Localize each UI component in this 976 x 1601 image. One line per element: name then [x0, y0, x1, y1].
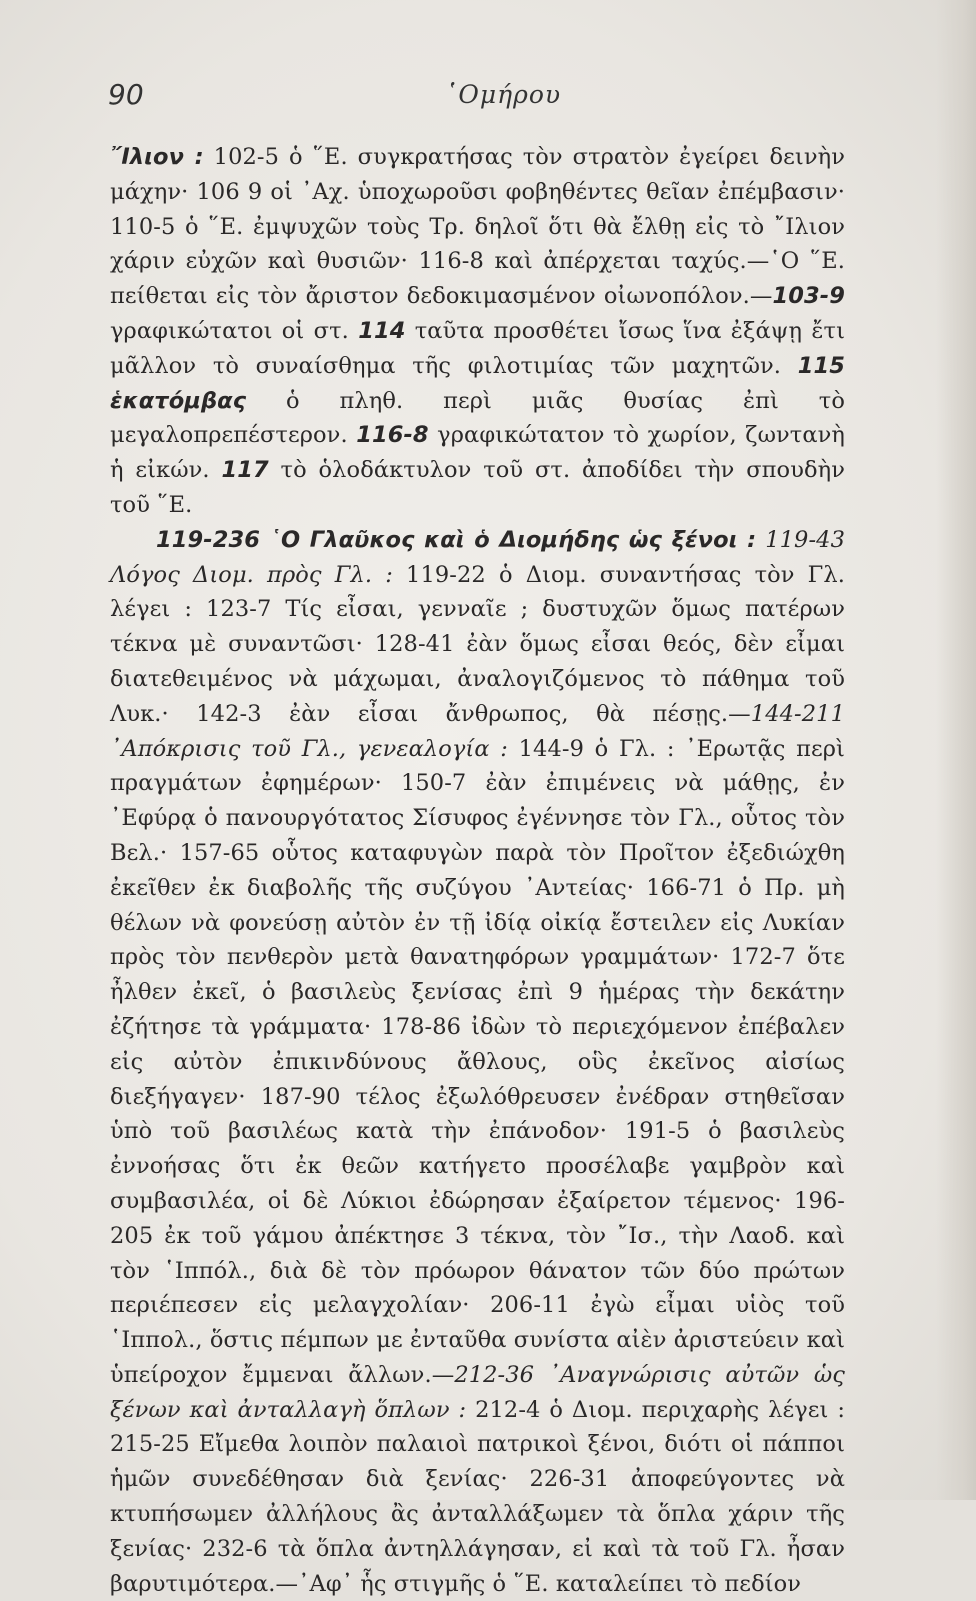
text-run: 144-9 ὁ Γλ. : ᾿Ερωτᾷς περὶ πραγμάτων ἐφημέρων· 150-7 ἐὰν ἐπιμένεις νὰ μάθῃς, ἐν ᾿Εφύρᾳ ὁ πανουργότατος Σίσυφος ἐγέννησε τὸν Γλ., οὗτος τὸν Βελ.· 157-65 οὗτος καταφυγὼν παρὰ τὸν Προῖτον ἐξεδιώχθη ἐκεῖθεν ἐκ διαβολῆς τῆς συζύγου ᾿Αντείας· 166-71 ὁ Πρ. μὴ θέλων νὰ φονεύσῃ αὐτὸν ἐν τῇ ἰδίᾳ οἰκίᾳ ἔστειλεν εἰς Λυκίαν πρὸς τὸν πενθερὸν μετὰ θανατηφόρων γραμμάτων· 172-7 ὅτε ἦλθεν ἐκεῖ, ὁ βασιλεὺς ξενίσας ἐπὶ 9 ἡμέρας τὴν δεκάτην ἐζήτησε τὰ γράμματα· 178-86 ἰδὼν τὸ περιεχόμενον ἐπέβαλεν εἰς αὐτὸν ἐπικινδύνους ἄθλους, οὓς ἐκεῖνος αἰσίως διεξήγαγεν· 187-90 τέλος ἐξωλόθρευσεν ἐνέδραν στηθεῖσαν ὑπὸ τοῦ βασιλέως κατὰ τὴν ἐπάνοδον· 191-5 ὁ βασιλεὺς ἐννοήσας ὅτι ἐκ θεῶν κατήγετο προσέλαβε γαμβρὸν καὶ συμβασιλέα, οἱ δὲ Λύκιοι ἐδώρησαν ἐξαίρετον τέμενος· 196-205 ἐκ τοῦ γάμου ἀπέκτησε 3 τέκνα, τὸν ῎Ισ., τὴν Λαοδ. καὶ τὸν ῾Ιππόλ., διὰ δὲ τὸν πρόωρον θάνατον τῶν δύο πρώτων περιέπεσεν εἰς μελαγχολίαν· 206-11 ἐγὼ εἶμαι υἱὸς τοῦ ῾Ιππολ., ὅστις πέμπων με ἐνταῦθα συνίστα αἰὲν ἀριστεύειν καὶ ὑπείροχον ἔμμεναι ἄλλων.— — [110, 735, 845, 1388]
text-run: 212-4 ὁ Διομ. περιχαρὴς λέγει : 215-25 Εἴμεθα λοιπὸν παλαιοὶ πατρικοὶ ξένοι, διότι οἱ πάπποι ἡμῶν συνεδέθησαν διὰ ξενίας· 226-31 ἀποφεύγοντες νὰ κτυπήσωμεν ἀλλήλους ἂς ἀνταλλάξωμεν τὰ ὅπλα χάριν τῆς ξενίας· 232-6 τὰ ὅπλα ἀντηλλάγησαν, εἰ καὶ τὰ τοῦ Γλ. ἦσαν βαρυτιμότερα.—᾿Αφ᾿ ἧς στιγμῆς ὁ ῞Ε. καταλείπει τὸ πεδίον — [110, 1396, 846, 1597]
page-header — [0, 72, 976, 112]
line-reference: 114 — [358, 317, 406, 344]
commentary-paragraph-1 — [110, 140, 845, 523]
page-number: 90 — [108, 78, 144, 111]
text-run: γραφικώτατοι οἱ στ. — [110, 317, 359, 344]
line-reference: 115 ἑκατόμβας — [110, 352, 845, 414]
text-run: γραφικώτατον τὸ χωρίον, ζωντανὴ ἡ εἰκών. — [110, 422, 845, 484]
page-edge-shadow — [936, 0, 976, 1500]
line-reference: 117 — [221, 457, 269, 484]
body-text — [110, 140, 845, 1601]
running-title: ῾Ομήρου — [444, 80, 562, 109]
text-run: ταῦτα προσθέτει ἴσως ἵνα ἐξάψῃ ἔτι μᾶλλον τὸ συναίσθημα τῆς φιλοτιμίας τῶν μαχητῶν. — [110, 317, 845, 379]
text-run: τὸ ὁλοδάκτυλον τοῦ στ. ἀποδίδει τὴν σπουδὴν τοῦ ῞Ε. — [110, 457, 845, 518]
section-subheading: 119-43 Λόγος Διομ. πρὸς Γλ. : — [110, 526, 845, 588]
text-run: ὁ πληθ. περὶ μιᾶς θυσίας ἐπὶ τὸ μεγαλοπρεπέστερον. — [110, 387, 845, 449]
text-run: 119-22 ὁ Διομ. συναντήσας τὸν Γλ. λέγει : 123-7 Τίς εἶσαι, γενναῖε ; δυστυχῶν ὅμως πατέρων τέκνα μὲ συναντῶσι· 128-41 ἐὰν ὅμως εἶσαι θεός, δὲν εἶμαι διατεθειμένος νὰ μάχωμαι, ἀναλογιζόμενος τὸ πάθημα τοῦ Λυκ.· 142-3 ἐὰν εἶσαι ἄνθρωπος, θὰ πέσῃς.— — [110, 561, 846, 727]
line-reference: 116-8 — [356, 422, 429, 449]
section-heading: 119-236 ῾Ο Γλαῦκος καὶ ὁ Διομήδης ὡς ξένοι : — [156, 526, 757, 553]
commentary-paragraph-2 — [110, 523, 845, 1601]
line-reference: 103-9 — [772, 283, 845, 310]
section-subheading: 144-211 ᾿Απόκρισις τοῦ Γλ., γενεαλογία : — [110, 700, 845, 762]
section-subheading: 212-36 ᾿Αναγνώρισις αὐτῶν ὡς ξένων καὶ ἀνταλλαγὴ ὅπλων : — [110, 1361, 845, 1423]
text-run: 102-5 ὁ ῞Ε. συγκρατήσας τὸν στρατὸν ἐγείρει δεινὴν μάχην· 106 9 οἱ ᾿Αχ. ὑποχωροῦσι φοβηθέντες θεῖαν ἐπέμβασιν· 110-5 ὁ ῞Ε. ἐμψυχῶν τοὺς Τρ. δηλοῖ ὅτι θὰ ἔλθῃ εἰς τὸ ῎Ιλιον χάριν εὐχῶν καὶ θυσιῶν· 116-8 καὶ ἀπέρχεται ταχύς.—῾Ο ῞Ε. πείθεται εἰς τὸν ἄριστον δεδοκιμασμένον οἰωνοπόλον.— — [110, 144, 845, 310]
lead-label: ῎Ιλιον : — [110, 144, 204, 170]
